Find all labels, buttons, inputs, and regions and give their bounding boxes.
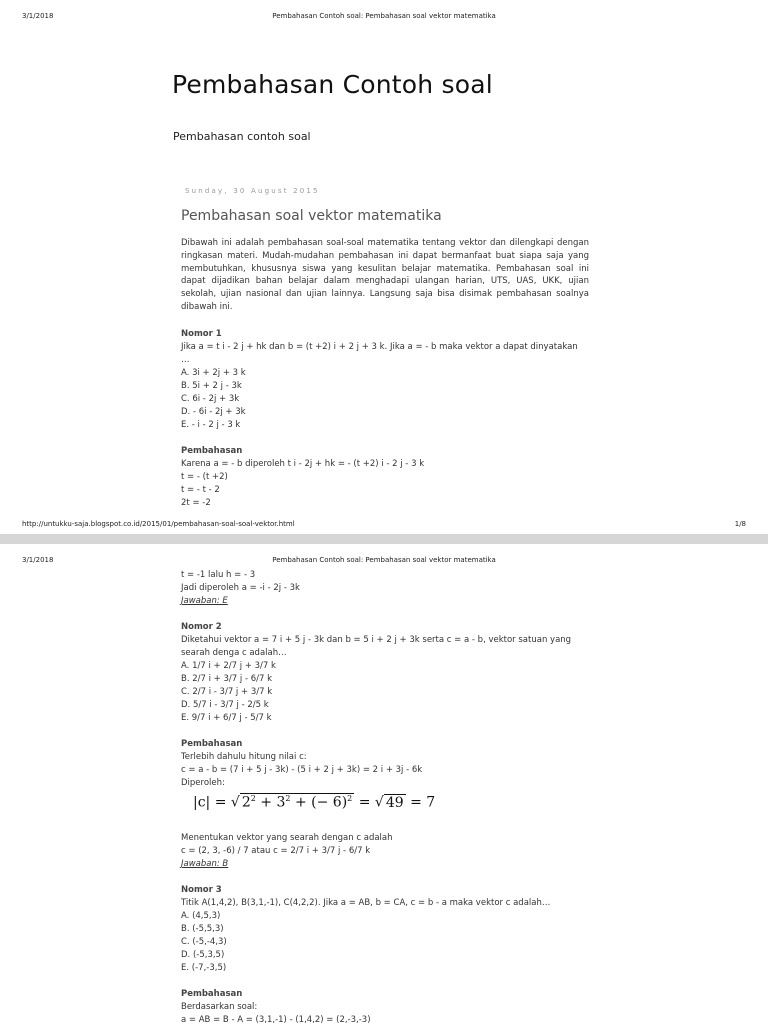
header-title: Pembahasan Contoh soal: Pembahasan soal vektor matematika [272, 12, 496, 20]
option-d: D. - 6i - 2j + 3k [181, 407, 246, 417]
page-separator [0, 534, 768, 544]
question-3 [181, 884, 589, 1027]
header-date: 3/1/2018 [22, 556, 54, 564]
formula-lhs: |c| = [193, 794, 227, 811]
option-b: B. 5i + 2 j - 3k [181, 381, 242, 391]
option-c: C. (-5,-4,3) [181, 937, 227, 947]
question-1 [181, 328, 589, 510]
step: a = AB = B - A = (3,1,-1) - (1,4,2) = (2,-3,-3) [181, 1015, 371, 1025]
page-header-2 [0, 556, 768, 568]
answer-link[interactable]: Jawaban: B [181, 859, 229, 869]
question-text: Diketahui vektor a = 7 i + 5 j - 3k dan b = 5 i + 2 j + 3k serta c = a - b, vektor satuan yang [181, 635, 572, 645]
option-e: E. (-7,-3,5) [181, 963, 227, 973]
formula-term: 2 [241, 794, 251, 811]
header-title: Pembahasan Contoh soal: Pembahasan soal vektor matematika [272, 556, 496, 564]
step: Terlebih dahulu hitung nilai c: [181, 752, 307, 762]
page-header [0, 12, 768, 24]
question-text: Titik A(1,4,2), B(3,1,-1), C(4,2,2). Jika a = AB, b = CA, c = b - a maka vektor c adalah… [181, 898, 551, 908]
step: c = (2, 3, -6) / 7 atau c = 2/7 i + 3/7 j - 6/7 k [181, 846, 371, 856]
question-2-cont [181, 832, 589, 871]
header-date: 3/1/2018 [22, 12, 54, 20]
answer-link[interactable]: Jawaban: E [181, 596, 228, 606]
pembahasan-label: Pembahasan [181, 446, 243, 456]
option-d: D. 5/7 i - 3/7 j - 2/5 k [181, 700, 269, 710]
step: t = -1 lalu h = - 3 [181, 570, 256, 580]
option-c: C. 2/7 i - 3/7 j + 3/7 k [181, 687, 273, 697]
option-d: D. (-5,3,5) [181, 950, 225, 960]
blog-title[interactable]: Pembahasan Contoh soal [172, 70, 493, 99]
question-text-cont: … [181, 355, 190, 365]
pembahasan-label: Pembahasan [181, 739, 243, 749]
step: 2t = -2 [181, 498, 211, 508]
question-label: Nomor 2 [181, 622, 222, 632]
question-1-cont [181, 569, 589, 608]
step: Menentukan vektor yang searah dengan c adalah [181, 833, 393, 843]
question-text: Jika a = t i - 2 j + hk dan b = (t +2) i + 2 j + 3 k. Jika a = - b maka vektor a dapat dinyatakan [181, 342, 578, 352]
formula-root: 49 [385, 794, 404, 811]
post-intro: Dibawah ini adalah pembahasan soal-soal matematika tentang vektor dan dilengkapi dengan ringkasan materi. Mudah-mudahan pembahasan ini dapat bermanfaat buat siapa saja yang membutuhkan, khususnya siswa yang kesulitan belajar matematika. Pembahasan soal ini dapat dijadikan bahan belajar dalam menghadapi ulangan harian, UTS, UAS, UKK, ujian sekolah, ujian nasional dan ujian lainnya. Langsung saja bisa disimak pembahasan soalnya dibawah ini. [181, 238, 589, 312]
option-b: B. 2/7 i + 3/7 j - 6/7 k [181, 674, 273, 684]
post-title[interactable]: Pembahasan soal vektor matematika [181, 208, 442, 224]
option-e: E. 9/7 i + 6/7 j - 5/7 k [181, 713, 272, 723]
option-a: A. 3i + 2j + 3 k [181, 368, 246, 378]
step: c = a - b = (7 i + 5 j - 3k) - (5 i + 2 j + 3k) = 2 i + 3j - 6k [181, 765, 423, 775]
pembahasan-label: Pembahasan [181, 989, 243, 999]
option-a: A. (4,5,3) [181, 911, 221, 921]
step: Jadi diperoleh a = -i - 2j - 3k [181, 583, 300, 593]
post-date: Sunday, 30 August 2015 [185, 187, 320, 195]
magnitude-formula: |c| = √ $2^2 + 3^2$ + (− 6)$^2$ = √ 49 = 7 [193, 794, 436, 811]
blog-description: Pembahasan contoh soal [173, 130, 311, 143]
option-a: A. 1/7 i + 2/7 j + 3/7 k [181, 661, 276, 671]
formula-term: 3 [276, 794, 286, 811]
question-text-cont: searah denga c adalah… [181, 648, 287, 658]
formula-result: = 7 [410, 794, 436, 811]
page-footer [0, 520, 768, 532]
question-label: Nomor 1 [181, 329, 222, 339]
formula-term: (− 6) [311, 794, 348, 811]
step: Karena a = - b diperoleh t i - 2j + hk = - (t +2) i - 2 j - 3 k [181, 459, 425, 469]
option-e: E. - i - 2 j - 3 k [181, 420, 241, 430]
question-2 [181, 621, 589, 790]
step: t = - (t +2) [181, 472, 228, 482]
step: Diperoleh: [181, 778, 225, 788]
option-b: B. (-5,5,3) [181, 924, 224, 934]
footer-page-number: 1/8 [734, 520, 746, 528]
question-label: Nomor 3 [181, 885, 222, 895]
step: t = - t - 2 [181, 485, 220, 495]
option-c: C. 6i - 2j + 3k [181, 394, 240, 404]
step: Berdasarkan soal: [181, 1002, 258, 1012]
footer-url[interactable]: http://untukku-saja.blogspot.co.id/2015/01/pembahasan-soal-soal-vektor.html [22, 520, 295, 528]
